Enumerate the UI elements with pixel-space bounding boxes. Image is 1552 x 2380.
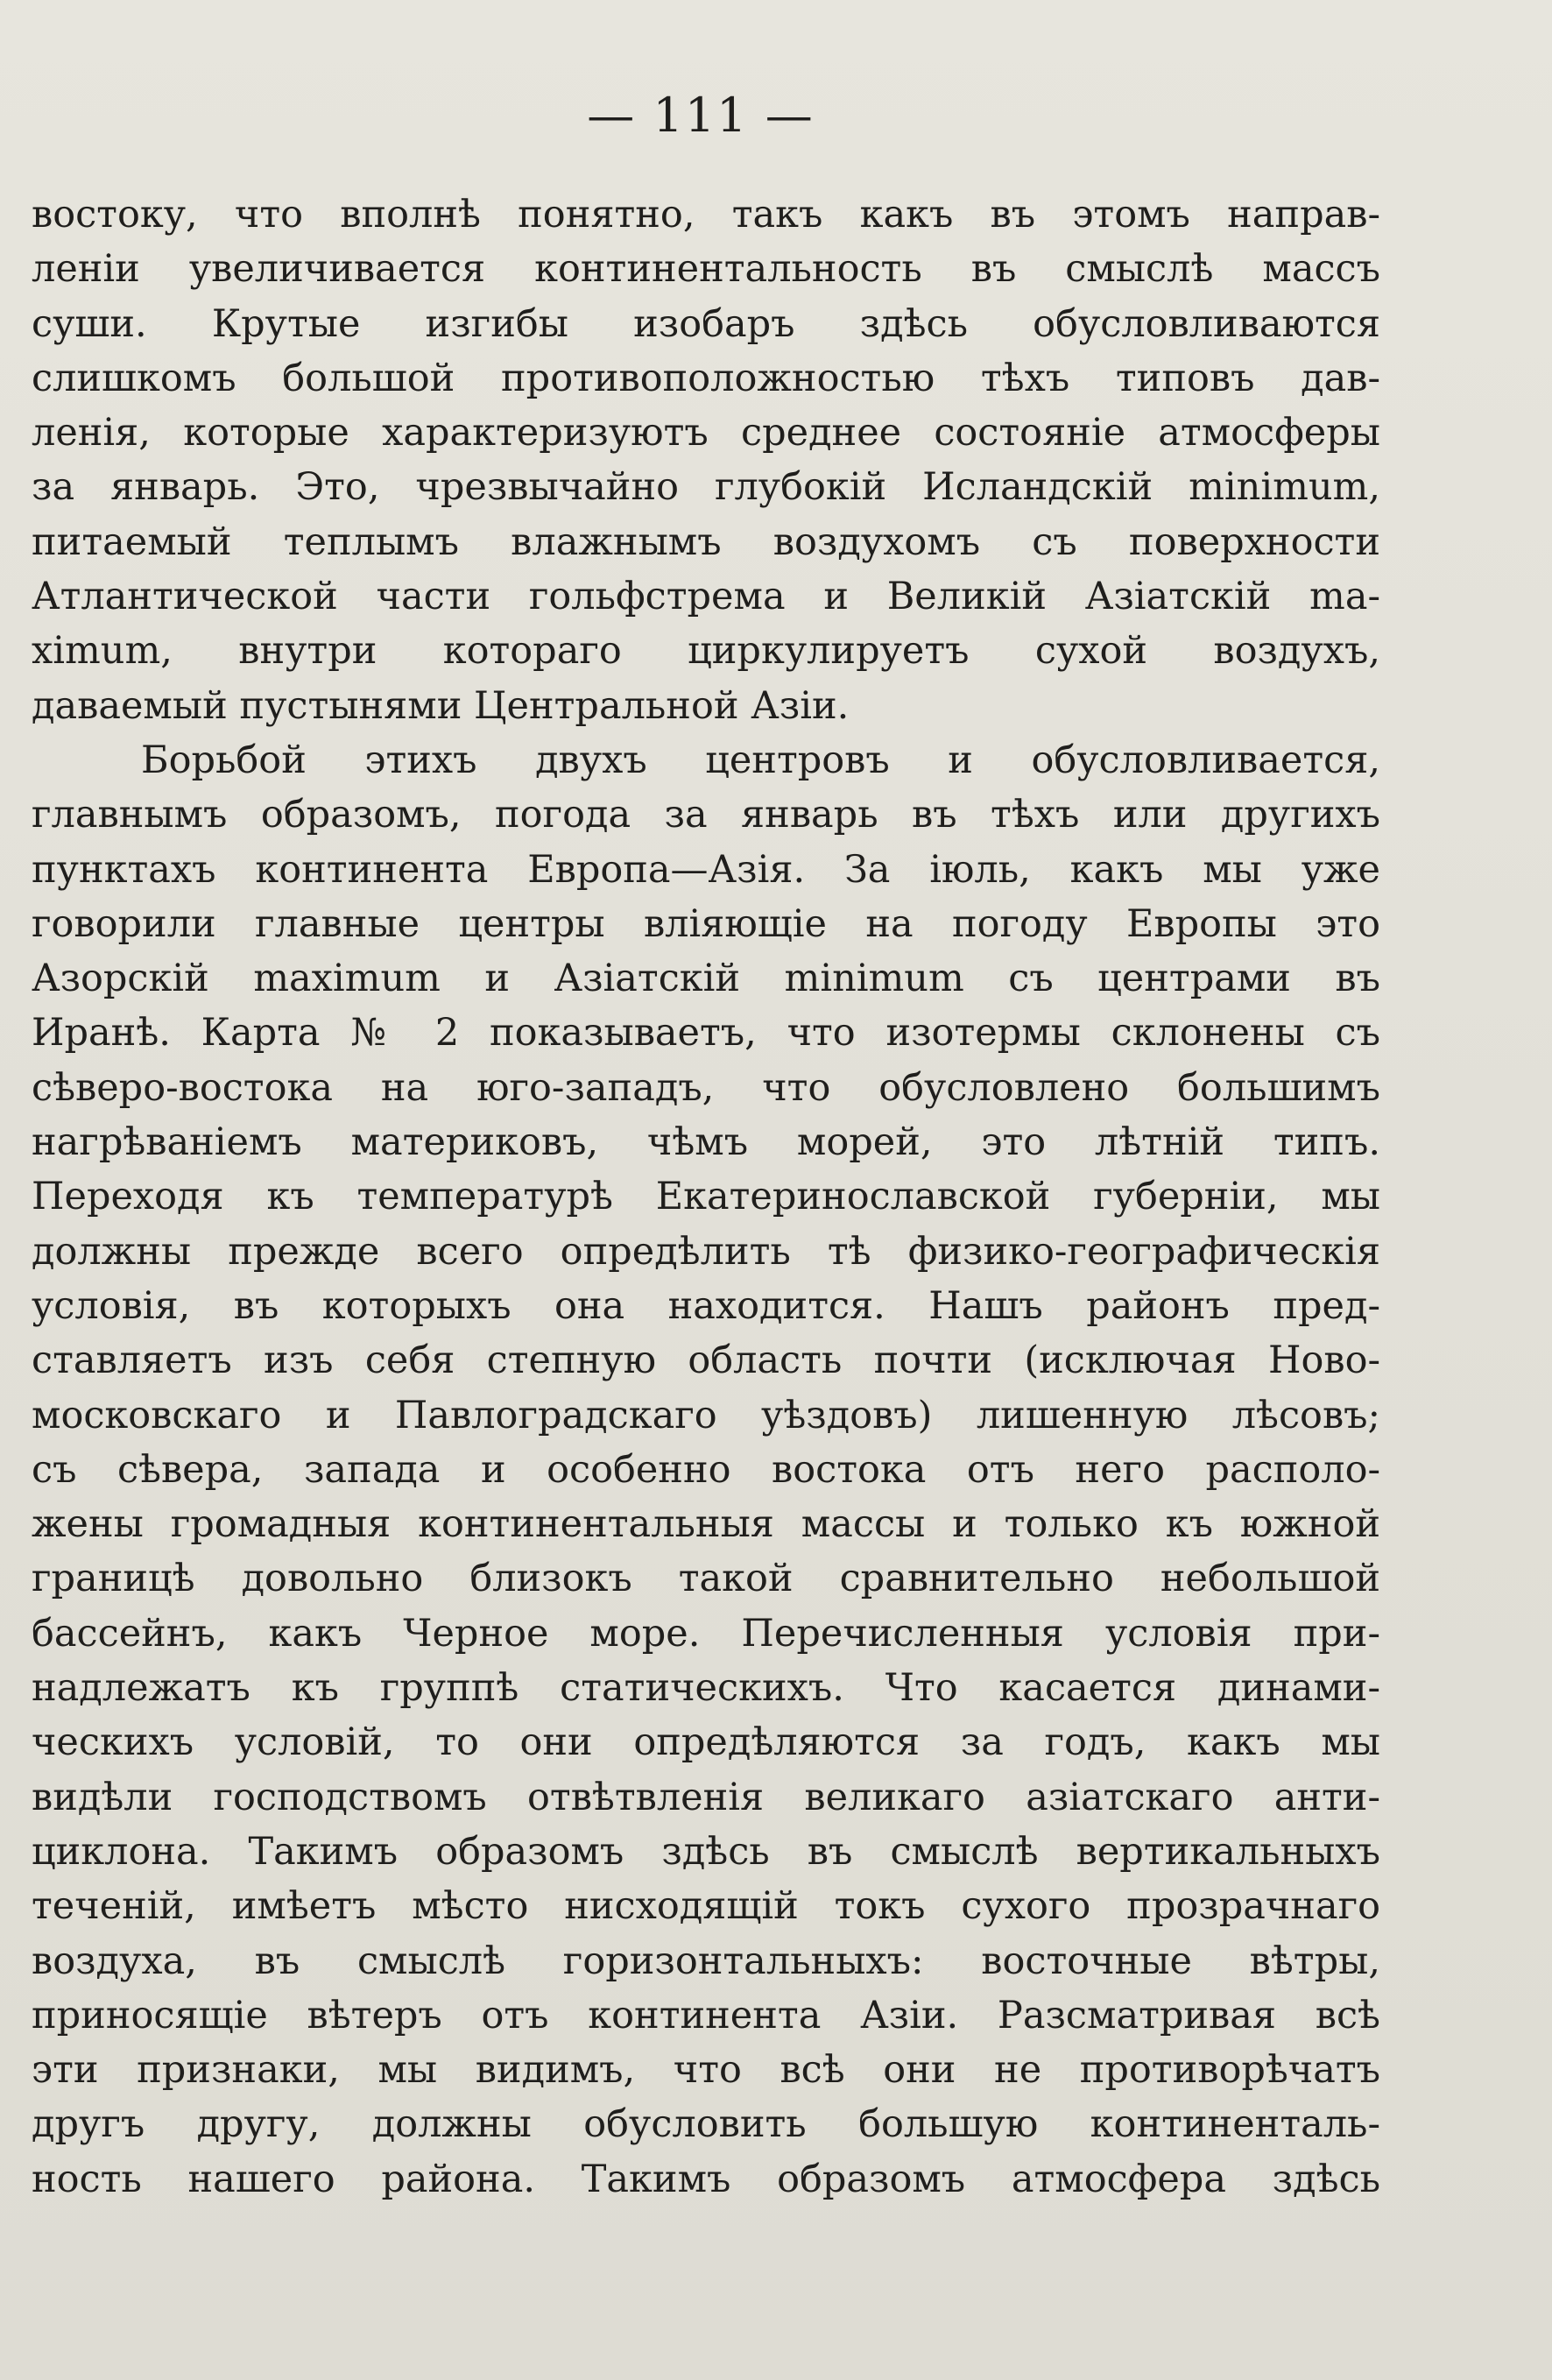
text-line: нагрѣваніемъ материковъ, чѣмъ морей, это лѣтній типъ. xyxy=(32,1120,1380,1165)
text-line: главнымъ образомъ, погода за январь въ тѣхъ или другихъ xyxy=(32,793,1380,837)
text-line: другъ другу, должны обусловить большую континенталь- xyxy=(32,2102,1380,2147)
text-line: надлежатъ къ группѣ статическихъ. Что касается динами- xyxy=(32,1666,1380,1711)
text-line: леніи увеличивается континентальность въ смыслѣ массъ xyxy=(32,247,1380,292)
text-line: циклона. Такимъ образомъ здѣсь въ смыслѣ вертикальныхъ xyxy=(32,1829,1380,1874)
text-line: суши. Крутые изгибы изобаръ здѣсь обусловливаются xyxy=(32,301,1380,346)
text-line: московскаго и Павлоградскаго уѣздовъ) лишенную лѣсовъ; xyxy=(32,1393,1380,1437)
text-line: должны прежде всего опредѣлить тѣ физико-географическія xyxy=(32,1229,1380,1274)
text-line: эти признаки, мы видимъ, что всѣ они не противорѣчатъ xyxy=(32,2048,1380,2093)
text-line: ленія, которые характеризуютъ среднее состояніе атмосферы xyxy=(32,411,1380,456)
text-line: даваемый пустынями Центральной Азіи. xyxy=(32,683,850,728)
text-line: условія, въ которыхъ она находится. Нашъ районъ пред- xyxy=(32,1283,1380,1328)
text-line: съ сѣвера, запада и особенно востока отъ него располо- xyxy=(32,1447,1380,1492)
text-line: приносящіе вѣтеръ отъ континента Азіи. Разсматривая всѣ xyxy=(32,1993,1380,2037)
text-line: Азорскій maximum и Азіатскій minimum съ центрами въ xyxy=(32,957,1380,1001)
text-line: Иранѣ. Карта № 2 показываетъ, что изотермы склонены съ xyxy=(32,1011,1380,1056)
text-line: бассейнъ, какъ Черное море. Перечисленныя условія при- xyxy=(32,1611,1380,1656)
text-line: сѣверо-востока на юго-западъ, что обусловлено большимъ xyxy=(32,1065,1380,1110)
text-line: пунктахъ континента Европа—Азія. За іюль, какъ мы уже xyxy=(32,847,1380,892)
text-line: Атлантической части гольфстрема и Великій Азіатскій ma- xyxy=(32,575,1380,619)
text-line: ность нашего района. Такимъ образомъ атмосфера здѣсь xyxy=(32,2157,1380,2201)
text-line: востоку, что вполнѣ понятно, такъ какъ въ этомъ направ- xyxy=(32,193,1380,237)
text-line: ческихъ условій, то они опредѣляются за годъ, какъ мы xyxy=(32,1720,1380,1765)
page-number: — 111 — xyxy=(587,88,815,143)
text-line: видѣли господствомъ отвѣтвленія великаго азіатскаго анти- xyxy=(32,1775,1380,1819)
text-line: Переходя къ температурѣ Екатеринославской губерніи, мы xyxy=(32,1175,1380,1219)
text-line: слишкомъ большой противоположностью тѣхъ типовъ дав- xyxy=(32,356,1380,400)
text-line: границѣ довольно близокъ такой сравнительно небольшой xyxy=(32,1557,1380,1601)
text-line: теченій, имѣетъ мѣсто нисходящій токъ сухого прозрачнаго xyxy=(32,1884,1380,1929)
text-line: воздуха, въ смыслѣ горизонтальныхъ: восточные вѣтры, xyxy=(32,1939,1380,1983)
body-text xyxy=(32,187,1380,2207)
text-line: говорили главные центры вліяющіе на погоду Европы это xyxy=(32,901,1380,946)
text-line: питаемый теплымъ влажнымъ воздухомъ съ поверхности xyxy=(32,519,1380,564)
text-line: жены громадныя континентальныя массы и только къ южной xyxy=(32,1502,1380,1547)
text-line: за январь. Это, чрезвычайно глубокій Исландскій minimum, xyxy=(32,465,1380,510)
text-line: ximum, внутри котораго циркулируетъ сухой воздухъ, xyxy=(32,629,1380,674)
text-line: Борьбой этихъ двухъ центровъ и обусловливается, xyxy=(141,738,1380,782)
text-line: ставляетъ изъ себя степную область почти (исключая Ново- xyxy=(32,1338,1380,1383)
